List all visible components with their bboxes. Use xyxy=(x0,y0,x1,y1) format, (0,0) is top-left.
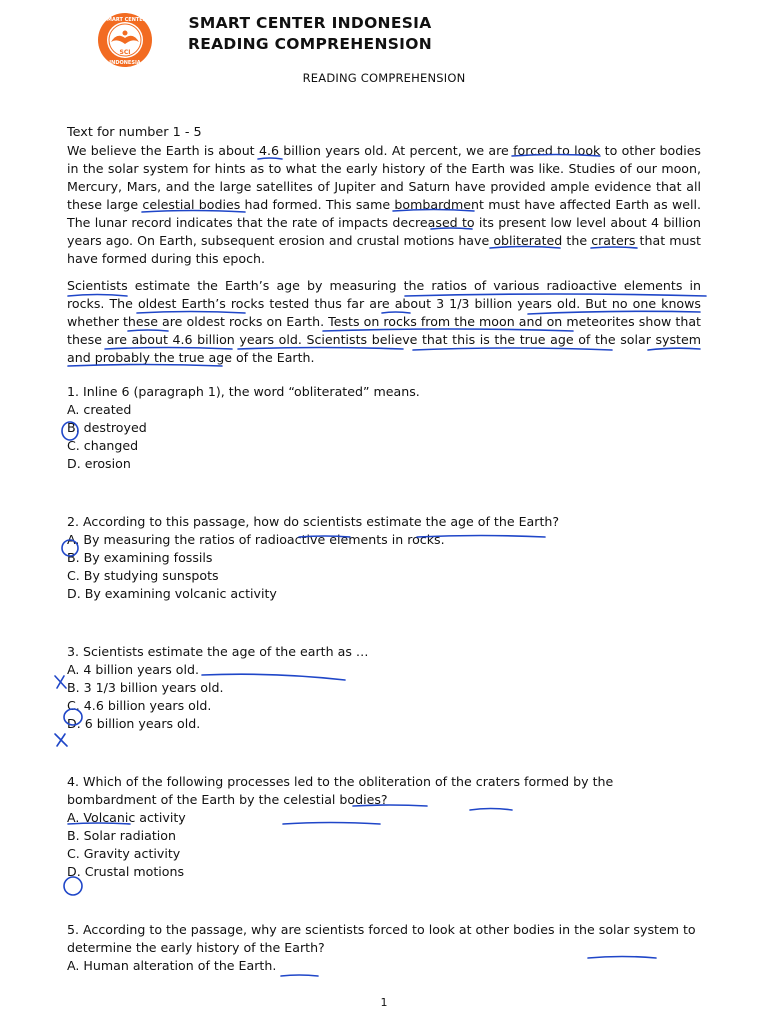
choice-b: B. destroyed xyxy=(67,420,147,435)
logo-top-text: SMART CENTER xyxy=(103,17,147,23)
logo-bottom-text: INDONESIA xyxy=(109,60,141,66)
question-2 xyxy=(67,513,701,603)
smart-center-indonesia-logo-icon xyxy=(97,12,153,68)
passage-paragraph-2: Scientists estimate the Earth’s age by measuring the ratios of various radioactive elements in rocks. The oldest Earth’s rocks tested thus far are about 3 1/3 billion years old. But no one knows whether these are oldest rocks on Earth. Tests on rocks from the moon and on meteorites show that these are about 4.6 billion years old. Scientists believe that this is the true age of the solar system and probably the true age of the Earth. xyxy=(67,278,701,365)
passage-label: Text for number 1 - 5 xyxy=(67,125,202,140)
choice-c: C. changed xyxy=(67,438,139,453)
choice-d: D. Crustal motions xyxy=(67,864,185,879)
header-title-line1: SMART CENTER INDONESIA xyxy=(188,14,432,32)
question-text: 2. According to this passage, how do scientists estimate the age of the Earth? xyxy=(67,514,560,529)
choice-a: A. By measuring the ratios of radioactive elements in rocks. xyxy=(67,532,445,547)
choice-d: D. erosion xyxy=(67,456,131,471)
question-4 xyxy=(67,773,701,881)
question-text: 5. According to the passage, why are scientists forced to look at other bodies in the solar system to determine the early history of the Earth? xyxy=(67,922,696,955)
ink-cross-mark xyxy=(55,734,67,746)
choice-b: B. By examining fossils xyxy=(67,550,213,565)
header-title-line2: READING COMPREHENSION xyxy=(187,35,432,53)
ink-cross-mark xyxy=(55,676,66,688)
question-3 xyxy=(67,643,701,733)
question-5 xyxy=(67,921,701,975)
choice-a: A. created xyxy=(67,402,132,417)
logo-center-text: SCI xyxy=(119,49,131,56)
choice-b: B. Solar radiation xyxy=(67,828,176,843)
choice-c: C. By studying sunspots xyxy=(67,568,219,583)
question-text: 3. Scientists estimate the age of the earth as … xyxy=(67,644,369,659)
choice-a: A. 4 billion years old. xyxy=(67,662,199,677)
choice-a: A. Human alteration of the Earth. xyxy=(67,958,277,973)
page-subtitle: READING COMPREHENSION xyxy=(302,71,466,85)
page-number: 1 xyxy=(380,996,388,1009)
question-text: 4. Which of the following processes led to the obliteration of the craters formed by the bombardment of the Earth by the celestial bodies? xyxy=(67,774,614,807)
choice-d: D. 6 billion years old. xyxy=(67,716,201,731)
choice-c: C. Gravity activity xyxy=(67,846,181,861)
choice-d: D. By examining volcanic activity xyxy=(67,586,277,601)
choice-c: C. 4.6 billion years old. xyxy=(67,698,212,713)
choice-a: A. Volcanic activity xyxy=(67,810,186,825)
document-body xyxy=(67,124,701,975)
question-text: 1. Inline 6 (paragraph 1), the word “obliterated” means. xyxy=(67,384,420,399)
passage-paragraph-1: We believe the Earth is about 4.6 billion years old. At percent, we are forced to look to other bodies in the solar system for hints as to what the early history of the Earth was like. Studies of our moon, Mercury, Mars, and the large satellites of Jupiter and Saturn have provided ample evidence that all these large celestial bodies had formed. This same bombardment must have affected Earth as well. The lunar record indicates that the rate of impacts decreased to its present low level about 4 billion years ago. On Earth, subsequent erosion and crustal motions have obliterated the craters that must have formed during this epoch. xyxy=(67,143,701,266)
question-1 xyxy=(67,383,701,473)
choice-b: B. 3 1/3 billion years old. xyxy=(67,680,224,695)
ink-underline xyxy=(281,975,318,976)
